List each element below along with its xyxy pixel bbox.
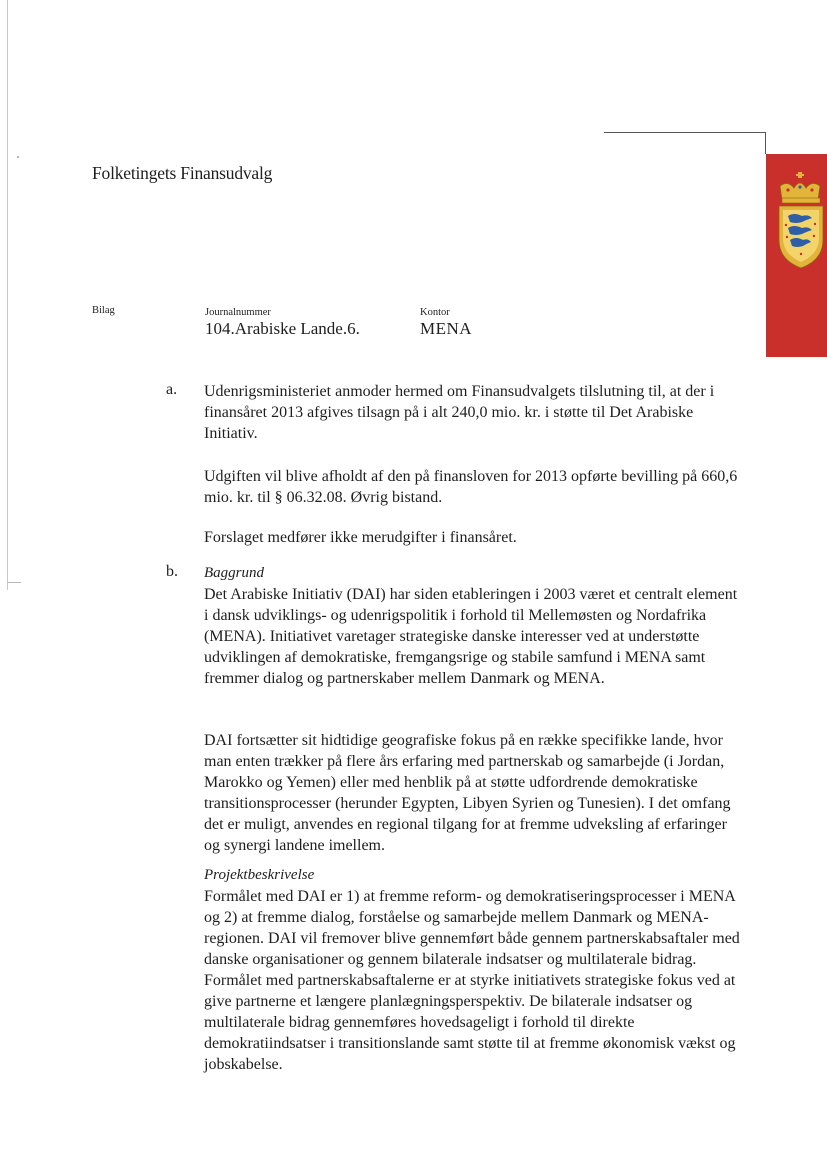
- section-b-project: [204, 865, 742, 1075]
- journal-number-label: Journalnummer: [205, 307, 271, 318]
- section-a-paragraph-3: [204, 527, 742, 548]
- recipient-name: Folketingets Finansudvalg: [92, 163, 273, 183]
- heading-background: Baggrund: [204, 565, 264, 581]
- section-a-paragraph-1: [204, 381, 742, 444]
- paragraph-text: Forslaget medfører ikke merudgifter i finansåret.: [204, 529, 517, 546]
- section-a-paragraph-2: [204, 466, 742, 508]
- section-a-letter: a.: [166, 381, 178, 398]
- bilag-label: Bilag: [92, 305, 115, 316]
- header-rule-tick: [765, 132, 766, 154]
- scan-speck: [17, 156, 19, 158]
- paragraph-text: Det Arabiske Initiativ (DAI) har siden etableringen i 2003 været et centralt element i dansk udviklings- og udenrigspolitik i forhold til Mellemøsten og Nordafrika (MENA). Initiativet varetager strategiske danske interesser ved at understøtte udviklingen af demokratiske, fremgangsrige og stabile samfund i MENA samt fremmer dialog og partnerskaber mellem Danmark og MENA.: [204, 586, 738, 687]
- paragraph-text: Udgiften vil blive afholdt af den på finansloven for 2013 opførte bevilling på 660,6 mio. kr. til § 06.32.08. Øvrig bistand.: [204, 468, 738, 506]
- scan-speck: [7, 582, 21, 583]
- paragraph-text: DAI fortsætter sit hidtidige geografiske fokus på en række specifikke lande, hvor man enten trækker på flere års erfaring med partnerskab og samarbejde (i Jordan, Marokko og Yemen) eller med henblik på at støtte udfordrende demokratiske transitionsprocesser (herunder Egypten, Libyen Syrien og Tunesien). I det omfang det er muligt, anvendes en regional tilgang for at fremme udveksling af erfaringer og synergi landene imellem.: [204, 732, 731, 854]
- section-b-letter: b.: [166, 563, 178, 580]
- office-label: Kontor: [420, 307, 450, 318]
- heading-project-description: Projektbeskrivelse: [204, 867, 315, 883]
- header-rule: [604, 132, 766, 133]
- paragraph-text: Udenrigsministeriet anmoder hermed om Finansudvalgets tilslutning til, at der i finansåret 2013 afgives tilsagn på i alt 240,0 mio. kr. i støtte til Det Arabiske Initiativ.: [204, 383, 715, 442]
- journal-number-value: 104.Arabiske Lande.6.: [205, 319, 360, 338]
- paragraph-text: Formålet med DAI er 1) at fremme reform- og demokratiseringsprocesser i MENA og 2) at fremme dialog, forståelse og samarbejde mellem Danmark og MENA-regionen. DAI vil fremover blive gennemført både gennem partnerskabsaftaler med danske organisationer og gennem bilaterale indsatser og multilaterale bidrag. Formålet med partnerskabsaftalerne er at styrke initiativets strategiske fokus ved at give partnerne et længere planlægningsperspektiv. De bilaterale indsatser og multilaterale bidrag gennemføres hovedsageligt i forhold til direkte demokratiindsatser i transitionslande samt støtte til at fremme økonomisk vækst og jobskabelse.: [204, 888, 740, 1073]
- royal-coat-of-arms-icon: [774, 170, 827, 270]
- office-value: MENA: [420, 319, 473, 338]
- page-edge-line: [7, 0, 8, 590]
- section-b-background: [204, 563, 742, 689]
- section-b-focus: [204, 730, 742, 856]
